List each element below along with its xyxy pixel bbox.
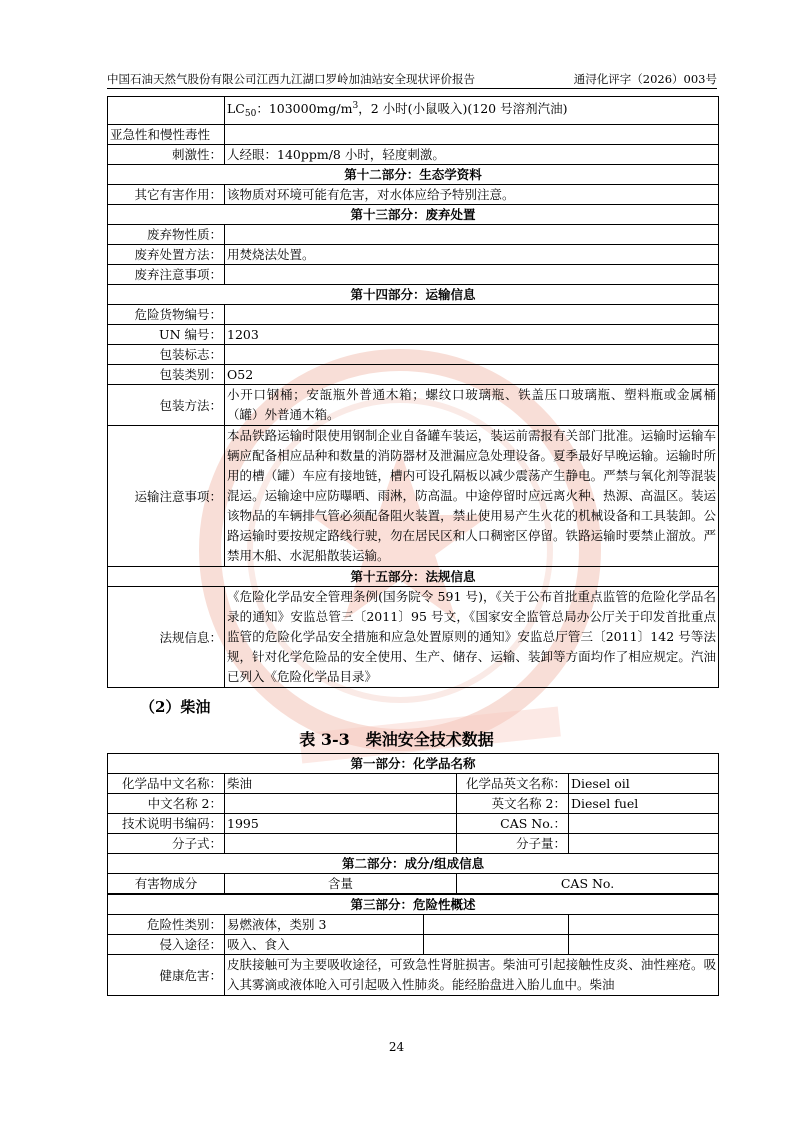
page-number: 24 bbox=[388, 1040, 405, 1054]
transport-value: 本品铁路运输时限使用钢制企业自备罐车装运，装运前需报有关部门批准。运输时运输车辆应配备相应品种和数量的消防器材及泄漏应急处理设备。夏季最好早晚运输。运输时所用的槽（罐）车应有接地链，槽内可设孔隔板以减少震荡产生静电。严禁与氧化剂等混装混运。运输途中应防曝晒、雨淋，防高温。中途停留时应远离火种、热源、高温区。装运该物品的车辆排气管必须配备阻火装置，禁止使用易产生火花的机械设备和工具装卸。公路运输时要按规定路线行驶，勿在居民区和人口稠密区停留。铁路运输时要禁止溜放。严禁用木船、水泥船散装运输。 bbox=[225, 426, 719, 567]
table-row bbox=[108, 955, 719, 996]
un-number-value: 1203 bbox=[225, 325, 719, 345]
irritation-value: 人经眼：140ppm/8 小时，轻度刺激。 bbox=[225, 145, 719, 165]
diesel-data-table bbox=[107, 753, 719, 996]
package-mark-label: 包装标志： bbox=[108, 345, 225, 365]
other-hazard-label: 其它有害作用： bbox=[108, 185, 225, 205]
subsection-heading: （2）柴油 bbox=[140, 698, 211, 716]
package-method-value: 小开口钢桶；安瓿瓶外普通木箱；螺纹口玻璃瓶、铁盖压口玻璃瓶、塑料瓶或金属桶（罐）外普通木箱。 bbox=[225, 385, 719, 426]
section-row bbox=[108, 165, 719, 185]
table-row bbox=[108, 385, 719, 426]
section-title-12: 第十二部分：生态学资料 bbox=[108, 165, 719, 185]
section-row bbox=[108, 754, 719, 774]
page-header bbox=[107, 70, 717, 89]
package-class-value: O52 bbox=[225, 365, 719, 385]
other-hazard-value: 该物质对环境可能有危害，对水体应给予特别注意。 bbox=[225, 185, 719, 205]
tech-code-label: 技术说明书编码： bbox=[108, 814, 225, 834]
health-label: 健康危害： bbox=[108, 955, 225, 996]
cn-name-value: 柴油 bbox=[225, 774, 457, 794]
cn-name-label: 化学品中文名称： bbox=[108, 774, 225, 794]
irritation-label: 刺激性： bbox=[108, 145, 225, 165]
table-row bbox=[108, 774, 719, 794]
health-value: 皮肤接触可为主要吸收途径，可致急性肾脏损害。柴油可引起接触性皮炎、油性痤疮。吸入其雾滴或液体呛入可引起吸入性肺炎。能经胎盘进入胎儿血中。柴油 bbox=[225, 955, 719, 996]
lc50-value: $LC_{50}$：$103000mg/m^3$，2 小时(小鼠吸入)(120 号溶剂汽油) bbox=[225, 97, 719, 125]
section-row bbox=[108, 854, 719, 874]
formula-label: 分子式： bbox=[108, 834, 225, 854]
table-row bbox=[108, 915, 719, 935]
law-label: 法规信息： bbox=[108, 587, 225, 688]
table-row bbox=[108, 325, 719, 345]
molecular-weight-label: 分子量： bbox=[457, 834, 569, 854]
hazard-class-value: 易燃液体，类别 3 bbox=[225, 915, 424, 935]
table-row bbox=[108, 185, 719, 205]
column-header-content: 含量 bbox=[225, 874, 457, 894]
en-name2-label: 英文名称 2： bbox=[457, 794, 569, 814]
section-title-1: 第一部分：化学品名称 bbox=[108, 754, 719, 774]
dg-number-label: 危险货物编号： bbox=[108, 305, 225, 325]
package-class-label: 包装类别： bbox=[108, 365, 225, 385]
section-title-14: 第十四部分：运输信息 bbox=[108, 285, 719, 305]
section-title-15: 第十五部分：法规信息 bbox=[108, 567, 719, 587]
table-row bbox=[108, 935, 719, 955]
section-title-3: 第三部分：危险性概述 bbox=[108, 895, 719, 915]
subacute-label: 亚急性和慢性毒性 bbox=[108, 125, 225, 145]
table-row bbox=[108, 426, 719, 567]
transport-label: 运输注意事项： bbox=[108, 426, 225, 567]
table-row bbox=[108, 125, 719, 145]
en-name-value: Diesel oil bbox=[569, 774, 719, 794]
table-row bbox=[108, 814, 719, 834]
package-method-label: 包装方法： bbox=[108, 385, 225, 426]
law-value: 《危险化学品安全管理条例(国务院令 591 号)，《关于公布首批重点监管的危险化学品名录的通知》安监总管三〔2011〕95 号文，《国家安全监管总局办公厅关于印发首批重点监管的危险化学品安全措施和应急处置原则的通知》安监总厅管三〔2011〕142 号等法规，针对化学危险品的安全使用、生产、储存、运输、装卸等方面均作了相应规定。汽油已列入《危险化学品目录》 bbox=[225, 587, 719, 688]
gasoline-data-table bbox=[107, 96, 719, 688]
route-value: 吸入、食入 bbox=[225, 935, 424, 955]
table-row bbox=[108, 145, 719, 165]
column-header-component: 有害物成分 bbox=[108, 874, 225, 894]
tech-code-value: 1995 bbox=[225, 814, 457, 834]
section-row bbox=[108, 205, 719, 225]
table-row bbox=[108, 587, 719, 688]
section-title-13: 第十三部分：废弃处置 bbox=[108, 205, 719, 225]
waste-method-value: 用焚烧法处置。 bbox=[225, 245, 719, 265]
waste-method-label: 废弃处置方法： bbox=[108, 245, 225, 265]
table-row bbox=[108, 225, 719, 245]
un-number-label: UN 编号： bbox=[108, 325, 225, 345]
hazard-class-label: 危险性类别： bbox=[108, 915, 225, 935]
table-row bbox=[108, 834, 719, 854]
table-row bbox=[108, 345, 719, 365]
cas-label: CAS No.： bbox=[457, 814, 569, 834]
waste-note-label: 废弃注意事项： bbox=[108, 265, 225, 285]
table-header-row bbox=[108, 874, 719, 894]
route-label: 侵入途径： bbox=[108, 935, 225, 955]
table-row bbox=[108, 97, 719, 125]
table-title: 表 3-3 柴油安全技术数据 bbox=[299, 730, 494, 749]
section-row bbox=[108, 567, 719, 587]
table-row bbox=[108, 245, 719, 265]
header-report-number: 通浔化评字（2026）003号 bbox=[573, 72, 717, 86]
header-title: 中国石油天然气股份有限公司江西九江湖口罗岭加油站安全现状评价报告 bbox=[107, 72, 475, 86]
section-title-2: 第二部分：成分/组成信息 bbox=[108, 854, 719, 874]
section-row bbox=[108, 895, 719, 915]
table-row bbox=[108, 365, 719, 385]
cn-name2-label: 中文名称 2： bbox=[108, 794, 225, 814]
en-name-label: 化学品英文名称： bbox=[457, 774, 569, 794]
column-header-cas: CAS No. bbox=[457, 874, 719, 894]
en-name2-value: Diesel fuel bbox=[569, 794, 719, 814]
table-row bbox=[108, 794, 719, 814]
waste-nature-label: 废弃物性质： bbox=[108, 225, 225, 245]
section-row bbox=[108, 285, 719, 305]
table-row bbox=[108, 265, 719, 285]
table-row bbox=[108, 305, 719, 325]
